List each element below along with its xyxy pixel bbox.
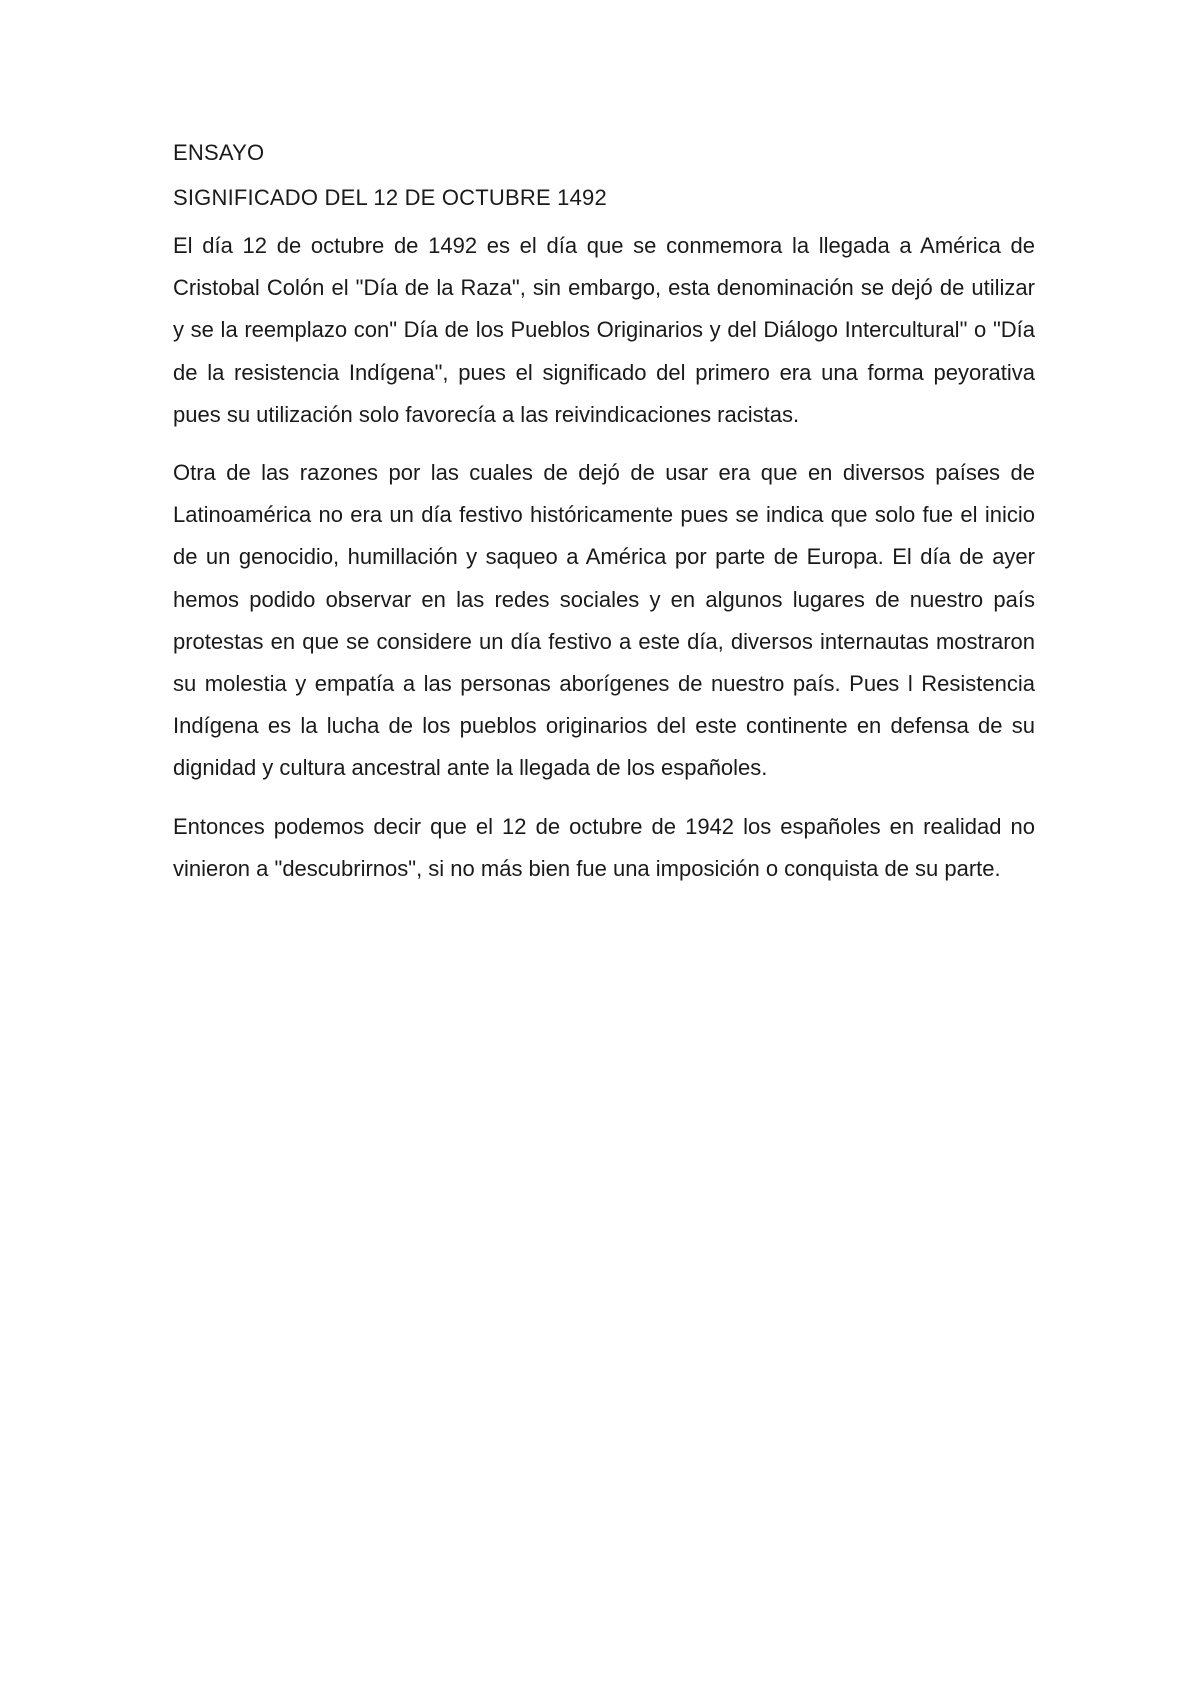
document-body	[173, 138, 1035, 906]
paragraph-2: Otra de las razones por las cuales de dejó de usar era que en diversos países de Latinoamérica no era un día festivo históricamente pues se indica que solo fue el inicio de un genocidio, humillación y saqueo a América por parte de Europa. El día de ayer hemos podido observar en las redes sociales y en algunos lugares de nuestro país protestas en que se considere un día festivo a este día, diversos internautas mostraron su molestia y empatía a las personas aborígenes de nuestro país. Pues l Resistencia Indígena es la lucha de los pueblos originarios del este continente en defensa de su dignidad y cultura ancestral ante la llegada de los españoles.	[173, 460, 1035, 781]
document-subheading: SIGNIFICADO DEL 12 DE OCTUBRE 1492	[173, 185, 607, 210]
paragraph-1: El día 12 de octubre de 1492 es el día que se conmemora la llegada a América de Cristobal Colón el "Día de la Raza", sin embargo, esta denominación se dejó de utilizar y se la reemplazo con" Día de los Pueblos Originarios y del Diálogo Intercultural" o "Día de la resistencia Indígena", pues el significado del primero era una forma peyorativa pues su utilización solo favorecía a las reivindicaciones racistas.	[173, 233, 1035, 427]
paragraph-3: Entonces podemos decir que el 12 de octubre de 1942 los españoles en realidad no vinieron a "descubrirnos", si no más bien fue una imposición o conquista de su parte.	[173, 813, 1035, 881]
document-heading: ENSAYO	[173, 140, 265, 165]
